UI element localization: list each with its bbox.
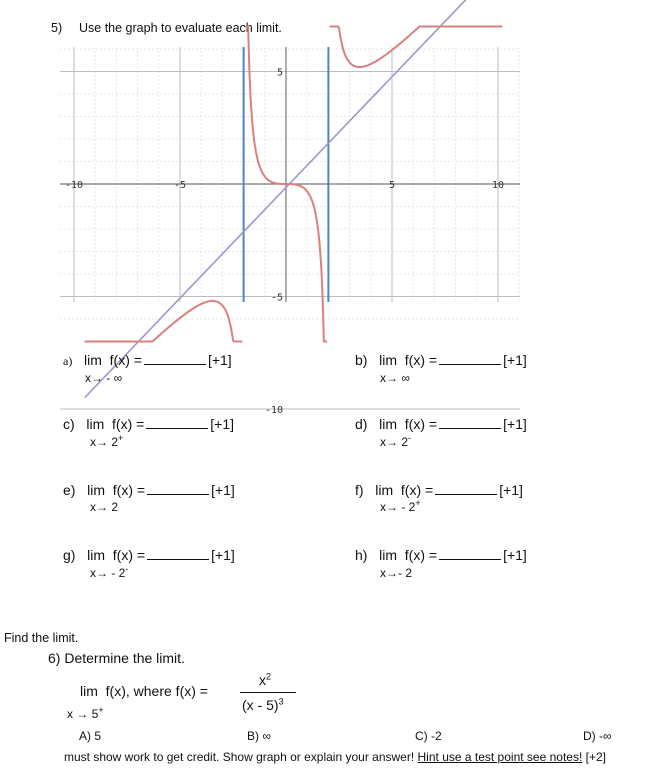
- problem-5-number: 5): [51, 21, 63, 35]
- limit-part-4: [355, 416, 527, 432]
- points-label: [+1]: [211, 482, 235, 498]
- answer-blank[interactable]: [439, 547, 501, 560]
- answer-blank[interactable]: [439, 352, 501, 365]
- y-tick-label: -10: [264, 405, 283, 416]
- function-label: f(x) =: [404, 352, 438, 368]
- problem-5-instruction: Use the graph to evaluate each limit.: [79, 21, 282, 35]
- answer-blank[interactable]: [147, 482, 209, 495]
- answer-blank[interactable]: [147, 547, 209, 560]
- x-tick-label: -10: [64, 180, 84, 191]
- work-note-points: [+2]: [585, 750, 606, 764]
- curve-right-branch: [330, 27, 503, 68]
- part-letter: a): [63, 354, 73, 368]
- part-subscript: [90, 435, 123, 449]
- part-letter: e): [63, 482, 76, 498]
- points-label: [+1]: [503, 547, 527, 563]
- limit-part-5: [63, 482, 235, 498]
- lim-word: lim: [87, 482, 106, 498]
- approach-value: x→ - ∞: [85, 371, 123, 385]
- part-letter: g): [63, 547, 76, 563]
- part-letter: f): [355, 482, 364, 498]
- numerator-base: x: [259, 672, 266, 688]
- find-limit-heading: Find the limit.: [4, 631, 79, 645]
- approach-side: +: [415, 498, 421, 508]
- choice-a[interactable]: A) 5: [79, 729, 102, 743]
- lim-word: lim: [375, 482, 394, 498]
- graph-curves: [85, 0, 520, 398]
- function-label: f(x) =: [112, 547, 146, 563]
- part-subscript: [380, 500, 421, 514]
- points-label: [+1]: [503, 352, 527, 368]
- points-label: [+1]: [503, 416, 527, 432]
- function-label: f(x) =: [112, 416, 145, 432]
- problem-6-title: Determine the limit.: [64, 650, 185, 666]
- lim-word: lim: [379, 547, 398, 563]
- part-letter: b): [355, 352, 368, 368]
- approach-value: x→ - 2: [380, 500, 416, 514]
- lim-word: lim: [379, 352, 398, 368]
- lim-word: lim: [86, 416, 105, 432]
- part-subscript: [90, 566, 128, 580]
- problem-6-limit: [80, 683, 208, 699]
- choice-b[interactable]: B) ∞: [247, 729, 271, 743]
- answer-blank[interactable]: [439, 416, 501, 429]
- denominator: [242, 697, 284, 713]
- limit-part-8: [355, 547, 527, 563]
- approach-value: x → 5: [67, 707, 99, 721]
- function-label: f(x) =: [400, 482, 434, 498]
- answer-blank[interactable]: [144, 352, 206, 365]
- part-subscript: [380, 435, 411, 449]
- approach-value: x→ ∞: [380, 371, 410, 385]
- work-note: [64, 750, 606, 764]
- hint-link[interactable]: Hint use a test point see notes!: [417, 750, 583, 764]
- approach-value: x→ 2: [380, 435, 409, 449]
- part-subscript: [380, 371, 410, 385]
- approach-side: -: [125, 564, 129, 574]
- approach-value: x→ 2: [90, 435, 119, 449]
- problem-6-subscript: [67, 707, 104, 721]
- y-tick-label: 5: [276, 67, 283, 79]
- denominator-exponent: 3: [278, 696, 284, 707]
- lim-word: lim: [379, 416, 398, 432]
- limit-part-6: [355, 482, 523, 498]
- part-letter: c): [63, 416, 75, 432]
- approach-side: -: [408, 433, 412, 443]
- slant-asymptote: [85, 0, 520, 398]
- points-label: [+1]: [210, 416, 235, 432]
- points-label: [+1]: [211, 547, 235, 563]
- lim-word: lim: [87, 547, 106, 563]
- graph-axes: [60, 47, 520, 302]
- function-label: f(x) =: [112, 482, 146, 498]
- answer-blank[interactable]: [435, 482, 497, 495]
- approach-side: +: [118, 433, 124, 443]
- numerator: [259, 672, 271, 688]
- graph-grid: [60, 0, 520, 409]
- part-letter: h): [355, 547, 368, 563]
- lim-word: lim: [84, 352, 102, 368]
- limit-part-3: [63, 416, 234, 432]
- function-label: f(x) =: [109, 352, 142, 368]
- approach-side: +: [98, 705, 104, 715]
- function-label: f(x) =: [404, 416, 438, 432]
- problem-6-number: 6): [48, 650, 61, 666]
- points-label: [+1]: [207, 352, 232, 368]
- function-label: f(x) =: [404, 547, 438, 563]
- curve-left-branch: [85, 301, 243, 342]
- part-subscript: [380, 566, 412, 580]
- approach-value: x→ 2: [90, 500, 119, 514]
- limit-part-1: [63, 352, 232, 369]
- problem-6-header: [48, 650, 185, 666]
- y-tick-label: -5: [270, 292, 283, 304]
- denominator-base: (x - 5): [242, 697, 279, 713]
- limit-part-2: [355, 352, 527, 368]
- fraction-bar: [240, 692, 296, 693]
- work-note-text: must show work to get credit. Show graph or explain your answer!: [64, 750, 415, 764]
- limit-part-7: [63, 547, 235, 563]
- part-subscript: [90, 500, 118, 514]
- choice-c[interactable]: C) -2: [415, 729, 442, 743]
- approach-value: x→- 2: [380, 566, 413, 580]
- x-tick-label: -5: [173, 180, 187, 191]
- x-tick-label: 5: [388, 180, 396, 191]
- approach-value: x→ - 2: [90, 566, 126, 580]
- limit-expression: f(x), where f(x) =: [105, 683, 208, 699]
- lim-word: lim: [80, 683, 98, 699]
- answer-blank[interactable]: [146, 416, 208, 429]
- part-subscript: [85, 371, 122, 385]
- x-tick-label: 10: [491, 180, 505, 191]
- choice-d[interactable]: D) -∞: [583, 729, 612, 743]
- numerator-exponent: 2: [266, 671, 272, 682]
- part-letter: d): [355, 416, 368, 432]
- points-label: [+1]: [499, 482, 523, 498]
